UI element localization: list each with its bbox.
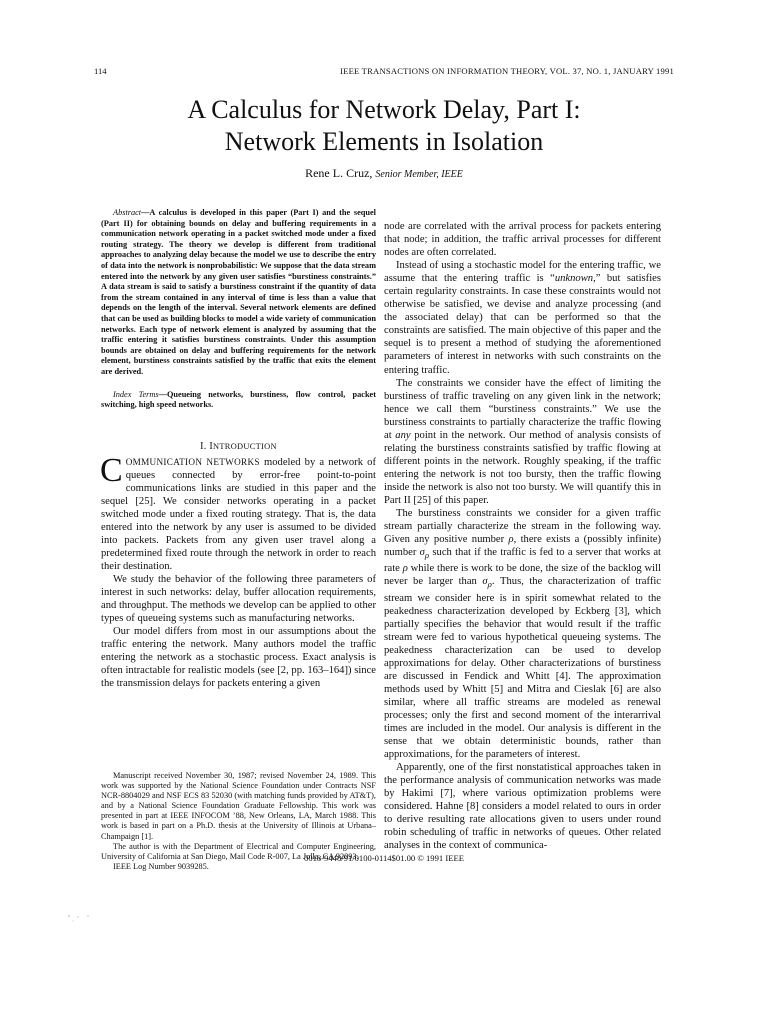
abstract-label: Abstract (113, 208, 142, 217)
subscript-rho: ρ (424, 550, 430, 561)
symbol-sigma: σ (482, 576, 488, 588)
right-paragraph-3-b: point in the network. Our method of analysis consists of relating the burstiness constraints satisfied by traffic flowing at different points in the network. Roughly speaking, if the traffic entering the network is not too bursty, then the traffic flowing inside the network is also not too bursty. We will quantify this in Part II [25] of this paper. (384, 429, 661, 506)
footnote-author-address: The author is with the Department of Electrical and Computer Engineering, University of California at San Diego, Mail Code R-007, La Jolla, CA 92093. (101, 841, 376, 861)
symbol-rho: ρ (402, 563, 408, 575)
right-paragraph-2-a: Instead of using a stochastic model for the entering traffic, we assume that the entering traffic is “ (384, 260, 661, 285)
title-line-1: A Calculus for Network Delay, Part I: (187, 95, 581, 124)
abstract-text: A calculus is developed in this paper (Part I) and the sequel (Part II) for obtaining bounds on delay and buffering requirements in a communication network operating in a packet switched mode under a fixed routing strategy. The theory we develop is different from traditional approaches to analyzing delay because the model we use to describe the entry of data into the network is nonprobabilistic: We suppose that the data stream entered into the network by any given user satisfies “burstiness constraints.” A data stream is said to satisfy a burstiness constraint if the quantity of data from the stream contained in any interval of time is less than a value that depends on the length of the interval. Several network elements are defined that can be used as building blocks to model a wide variety of communication networks. Each type of network element is analyzed by assuming that the traffic entering it satisfies burstiness constraints. Under this assumption bounds are obtained on delay and buffering requirements for the network element, burstiness constraints satisfied by the traffic that exits the element are derived. (101, 208, 376, 376)
index-terms (101, 390, 376, 411)
left-column (101, 208, 376, 691)
emphasis-any: any (395, 429, 411, 441)
section-heading-introduction (101, 441, 376, 452)
right-paragraph-2 (384, 259, 661, 376)
page-number: 114 (94, 66, 107, 76)
index-terms-text: Queueing networks, burstiness, flow control, packet switching, high speed networks. (101, 389, 376, 410)
right-paragraph-3-a: The constraints we consider have the effect of limiting the burstiness of traffic traveling on any given link in the network; hence we call them “burstiness constraints.” We use the burstiness constraints to partially characterize the traffic flowing at (384, 377, 661, 441)
index-terms-dash: — (158, 389, 167, 399)
section-title-rest: NTRODUCTION (213, 441, 277, 451)
right-paragraph-3 (384, 377, 661, 507)
intro-paragraph-3: Our model differs from most in our assumptions about the traffic entering the network. Many authors model the traffic entering the network as a stochastic process. Exact analysis is often intractable for realistic models (see [2, pp. 163–164]) since the transmission delays for packets entering a given (101, 626, 376, 690)
right-paragraph-2-b: ,” but satisfies certain regularity constraints. In case these constraints would not otherwise be satisfied, we devise and analyze processing (and the associated delay) that can be performed so that the constraints are satisfied. The main objective of this paper and the sequel is to present a method of studying the aforementioned parameters of interest in networks with such constraints on the entering traffic. (384, 273, 661, 376)
right-paragraph-4-e: . Thus, the characterization of traffic stream we consider here is in spirit somewhat related to the peakedness characterization developed by Eckberg [3], which partially specifies the behavior that would result if the traffic stream were fed to various hypothetical queueing systems. The peakedness characterization can be used to develop approximations for delay. Other characterizations of burstiness are discussed in Fendick and Whitt [4]. The approximation methods used by Whitt [5] and Mitra and Cieslak [6] are also similar, where all traffic streams are modeled as renewal processes; only the first and second moment of the interarrival times are included in the model. Our analysis is different in the sense that we obtain deterministic bounds, rather than approximations, for the parameters of interest. (384, 576, 662, 761)
intro-smallcaps: OMMUNICATION NETWORKS (125, 456, 260, 467)
intro-paragraph-1-text: modeled by a network of queues connected by error-free point-to-point communications links are studied in this paper and the sequel [25]. We consider networks operating in a packet switched mode under a fixed routing strategy. That is, the data entered into the network by any user is assumed to be divided into packets. Packets from any given user travel along a predetermined fixed route through the network in order to reach their destination. (101, 456, 377, 573)
paper-title (94, 94, 674, 158)
footnote-manuscript: Manuscript received November 30, 1987; revised November 24, 1989. This work was supported by the National Science Foundation under Contracts NSF NCR-8804029 and NSF ECS 83 52030 (with matching funds provided by AT&T), and by a National Science Foundation Graduate Fellowship. This work was presented in part at IEEE INFOCOM ’88, New Orleans, LA, March 1988. This work is based in part on a Ph.D. thesis at the University of Illinois at Urbana–Champaign [1]. (101, 771, 376, 841)
intro-paragraph-2: We study the behavior of the following three parameters of interest in such networks: delay, buffer allocation requirements, and throughput. The methods we develop can be applied to other types of queueing systems such as manufacturing networks. (101, 574, 376, 625)
journal-name: IEEE TRANSACTIONS ON INFORMATION THEORY, VOL. 37, NO. 1, JANUARY 1991 (340, 66, 674, 76)
author-name: Rene L. Cruz, (305, 166, 373, 180)
section-initial: I (209, 440, 214, 452)
right-paragraph-4-c: such that if the traffic is fed to a server that works at rate (384, 547, 661, 575)
intro-paragraph-1 (100, 451, 377, 573)
right-paragraph-5: Apparently, one of the first nonstatistical approaches taken in the performance analysis of communication networks was made by Hakimi [7], where various optimization problems were considered. Hahne [8] considers a model related to ours in order to derive resulting rate allocations given to users under round robin scheduling of traffic in networks of queues. Other related analyses in the context of communica- (384, 762, 661, 852)
author-line (94, 166, 674, 181)
author-affiliation: Senior Member, IEEE (375, 169, 463, 180)
symbol-sigma: σ (419, 547, 425, 559)
index-terms-label: Index Terms (113, 389, 159, 399)
right-paragraph-4-d: while there is work to be done, the size of the backlog will never be larger than (384, 563, 661, 588)
right-paragraph-1: node are correlated with the arrival process for packets entering that node; in addition, the traffic arrival processes for different nodes are often correlated. (384, 221, 661, 259)
right-paragraph-4 (384, 507, 661, 761)
right-paragraph-4-b: , there exists a (possibly infinite) number (384, 534, 662, 559)
running-header (94, 66, 674, 80)
copyright-line: 0018-9448/91/0100-0114$01.00 © 1991 IEEE (304, 853, 464, 863)
drop-cap: C (100, 451, 123, 489)
emphasis-unknown: unknown (554, 273, 594, 285)
scan-speck-marks (66, 912, 106, 926)
title-line-2: Network Elements in Isolation (224, 127, 544, 156)
section-numeral: I. (200, 440, 207, 452)
abstract-dash: — (141, 208, 150, 217)
footnote-log-number: IEEE Log Number 9039285. (113, 861, 209, 871)
abstract (101, 208, 376, 378)
right-column (384, 220, 661, 852)
symbol-rho: ρ (508, 534, 514, 546)
right-paragraph-4-a: The burstiness constraints we consider for a given traffic stream partially characterize the stream in the following way. Given any positive number (384, 508, 661, 546)
subscript-rho: ρ (487, 579, 492, 590)
